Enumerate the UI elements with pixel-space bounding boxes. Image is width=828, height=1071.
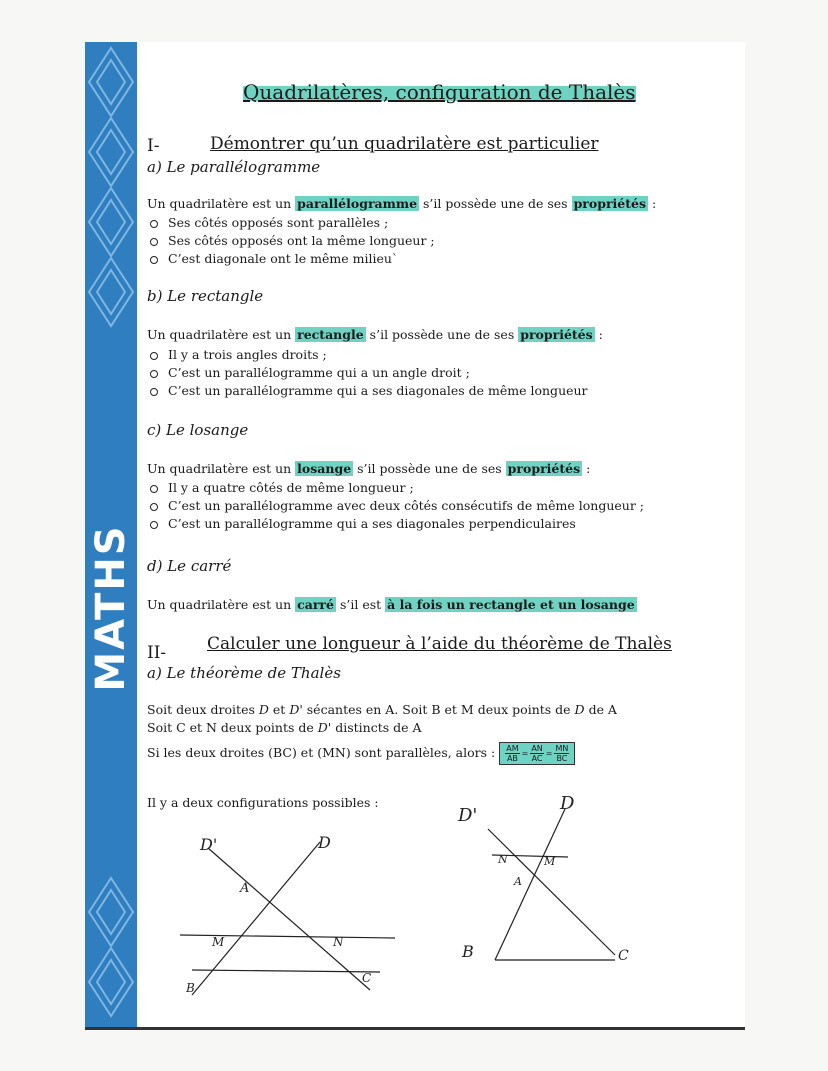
label-c: C [362,971,372,985]
thales-figure-2 [440,785,650,985]
list-item [150,251,398,266]
label-c: C [618,948,629,964]
denominator: AB [506,754,518,763]
square-definition [147,597,637,612]
parallelogram-definition [147,196,656,211]
subsection-d-heading: d) Le carré [147,557,232,575]
label-n: N [498,853,508,866]
thales-figure-1 [170,820,410,1005]
definition-text: : [582,461,591,476]
fraction [554,744,569,763]
properties-highlight: propriétés [507,461,581,476]
rhombus-definition [147,461,590,476]
list-item [150,480,414,495]
label-b: B [186,981,195,995]
subsection-c-heading: c) Le losange [147,421,249,439]
thales-heading: a) Le théorème de Thalès [147,664,341,682]
section1-number: I- [147,136,160,156]
list-item [150,383,588,398]
subsection-b-heading: b) Le rectangle [147,287,264,305]
bullet-icon [150,238,158,246]
bullet-icon [150,370,158,378]
line-symbol-d-prime: D' [317,720,332,735]
bullet-icon [150,485,158,493]
thales-line-2 [147,720,422,735]
definition-text: Un quadrilatère est un [147,327,296,342]
label-d: D [560,793,575,814]
definition-text: s’il est [335,597,386,612]
definition-text: : [594,327,603,342]
keyword-highlight: rectangle [297,327,364,342]
list-item [150,233,435,248]
numerator: AM [506,744,519,753]
label-b: B [462,942,474,961]
thales-ratio-box [499,742,575,765]
line-symbol-d: D [574,702,585,717]
list-item [150,498,644,513]
label-m: M [212,935,225,949]
equals-sign: = [545,749,553,758]
list-item [150,516,576,531]
label-d-prime: D' [458,805,478,826]
label-d-prime: D' [200,835,218,854]
denominator: AC [531,754,543,763]
label-a: A [514,875,522,888]
rectangle-definition [147,327,603,342]
definition-text: s’il possède une de ses [365,327,519,342]
subsection-a-heading: a) Le parallélogramme [147,158,321,176]
properties-highlight: à la fois un rectangle et un losange [387,597,635,612]
bullet-icon [150,220,158,228]
definition-text: : [648,196,657,211]
subject-sidebar [85,42,137,1027]
section1-title: Démontrer qu’un quadrilatère est particulier [210,134,599,154]
properties-highlight: propriétés [573,196,647,211]
label-a: A [240,881,250,896]
thales-text: sécantes en A. Soit B et M deux points de [306,702,571,717]
list-item-text: C’est diagonale ont le même milieu` [168,251,399,266]
thales-text: Soit deux droites [147,702,255,717]
page-title: Quadrilatères, configuration de Thalès [243,80,636,104]
configurations-text: Il y a deux configurations possibles : [147,795,379,810]
definition-text: Un quadrilatère est un [147,461,296,476]
denominator: BC [556,754,568,763]
list-item [150,347,327,362]
numerator: AN [531,744,543,753]
line-bc [192,970,380,972]
definition-text: Un quadrilatère est un [147,597,296,612]
list-item-text: Ses côtés opposés sont parallèles ; [168,215,389,230]
definition-text: s’il possède une de ses [419,196,572,211]
properties-highlight: propriétés [520,327,593,342]
diamond-pattern-bottom [85,872,137,1027]
numerator: MN [555,744,569,753]
bullet-icon [150,352,158,360]
fraction [505,744,519,763]
list-item-text: C’est un parallélogramme avec deux côtés consécutifs de même longueur ; [168,498,644,513]
bullet-icon [150,503,158,511]
list-item-text: C’est un parallélogramme qui a un angle droit ; [168,365,470,380]
bullet-icon [150,521,158,529]
line-d-prime [208,848,370,990]
definition-text: Un quadrilatère est un [147,196,296,211]
thales-text: Si les deux droites (BC) et (MN) sont parallèles, alors : [147,745,496,760]
line-d [192,842,320,995]
thales-line-1 [147,702,617,717]
thales-text: et [272,702,286,717]
keyword-highlight: carré [297,597,334,612]
keyword-highlight: losange [297,461,352,476]
sidebar-label: MATHS [88,524,134,692]
list-item-text: C’est un parallélogramme qui a ses diagonales de même longueur [168,383,588,398]
thales-text: Soit C et N deux points de [147,720,314,735]
label-m: M [544,855,556,868]
thales-line-3 [147,742,575,765]
thales-text: de A [588,702,617,717]
section2-number: II- [147,643,167,663]
fraction [530,744,543,763]
bullet-icon [150,256,158,264]
list-item [150,215,388,230]
label-d: D [318,833,331,852]
equals-sign: = [521,749,529,758]
list-item-text: Il y a quatre côtés de même longueur ; [168,480,414,495]
section2-title: Calculer une longueur à l’aide du théorème de Thalès [207,634,672,654]
line-symbol-d-prime: D' [289,702,303,717]
keyword-highlight: parallélogramme [297,196,418,211]
line-d [495,809,565,960]
label-n: N [333,935,344,949]
list-item-text: C’est un parallélogramme qui a ses diagonales perpendiculaires [168,516,576,531]
diamond-pattern-top [85,42,137,342]
thales-text: distincts de A [335,720,422,735]
list-item-text: Ses côtés opposés ont la même longueur ; [168,233,435,248]
definition-text: s’il possède une de ses [353,461,506,476]
bullet-icon [150,388,158,396]
line-symbol-d: D [258,702,269,717]
line-d-prime [488,829,615,955]
list-item [150,365,470,380]
list-item-text: Il y a trois angles droits ; [168,347,327,362]
